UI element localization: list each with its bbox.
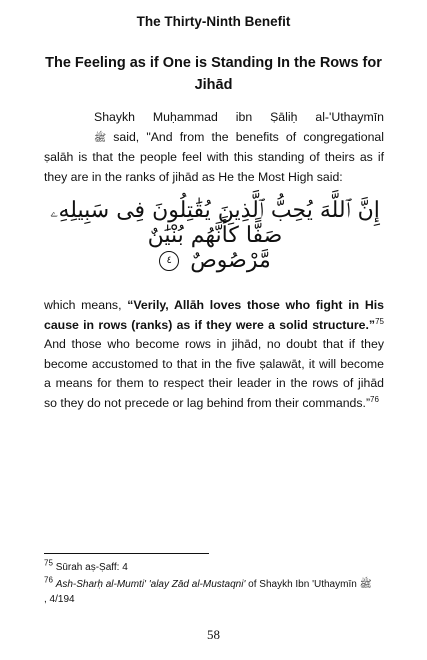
footnote-tail: , 4/194 bbox=[44, 594, 75, 605]
translation-commentary: And those who become rows in jihād, no doubt that if they become accustomed to that in the five ṣalawāt, it will become a means for them to respect their leader in the rows of jihād so they do not precede or lag behind from their commands.” bbox=[44, 337, 384, 410]
page-title: The Thirty-Ninth Benefit bbox=[136, 14, 291, 29]
footnote-75 bbox=[44, 560, 384, 575]
verse-text: مَّرْصُوصٌ bbox=[190, 248, 271, 273]
footnote-book-title: Ash-Sharḥ al-Mumti' 'alay Zād al-Mustaqni' bbox=[55, 579, 246, 590]
translation-intro: which means, bbox=[44, 298, 128, 312]
honorific-symbol: ﷺ bbox=[94, 132, 107, 144]
honorific-symbol: ﷺ bbox=[359, 579, 372, 590]
ayah-number-marker: ٤ bbox=[159, 251, 179, 271]
intro-text-continued: said, "And from the benefits of congregational ṣalāh is that the people feel with this standing of theirs as if they are in the ranks of jihād as He the Most High said: bbox=[44, 129, 385, 184]
page-number: 58 bbox=[207, 627, 220, 642]
paragraph-translation bbox=[44, 296, 384, 413]
paragraph-intro bbox=[44, 108, 384, 187]
footnote-number: 76 bbox=[44, 575, 53, 585]
quran-verse-line-2 bbox=[30, 248, 400, 273]
footnote-divider bbox=[44, 553, 209, 554]
footnote-76 bbox=[44, 577, 384, 607]
footnote-text: Sūrah aṣ-Ṣaff: 4 bbox=[55, 562, 128, 573]
intro-text: Shaykh Muḥammad ibn Ṣāliḥ al-'Uthaymīn bbox=[94, 110, 384, 124]
footnote-ref-76[interactable]: 76 bbox=[370, 394, 379, 404]
section-heading: The Feeling as if One is Standing In the Rows for Jihād bbox=[45, 55, 382, 93]
quran-verse-line-1: إِنَّ ٱللَّهَ يُحِبُّ ٱلَّذِينَ يُقَٰتِلُونَ فِى سَبِيلِهِۦ صَفًّا كَأَنَّهُم بُنْيَٰنٌ bbox=[50, 198, 380, 248]
footnotes bbox=[44, 560, 384, 609]
footnote-number: 75 bbox=[44, 558, 53, 568]
verse-translation: “Verily, Allāh loves those who fight in His cause in rows (ranks) as if they were a solid structure.” bbox=[44, 298, 385, 332]
footnote-text: of Shaykh Ibn 'Uthaymīn bbox=[245, 579, 357, 590]
footnote-ref-75[interactable]: 75 bbox=[375, 316, 384, 326]
